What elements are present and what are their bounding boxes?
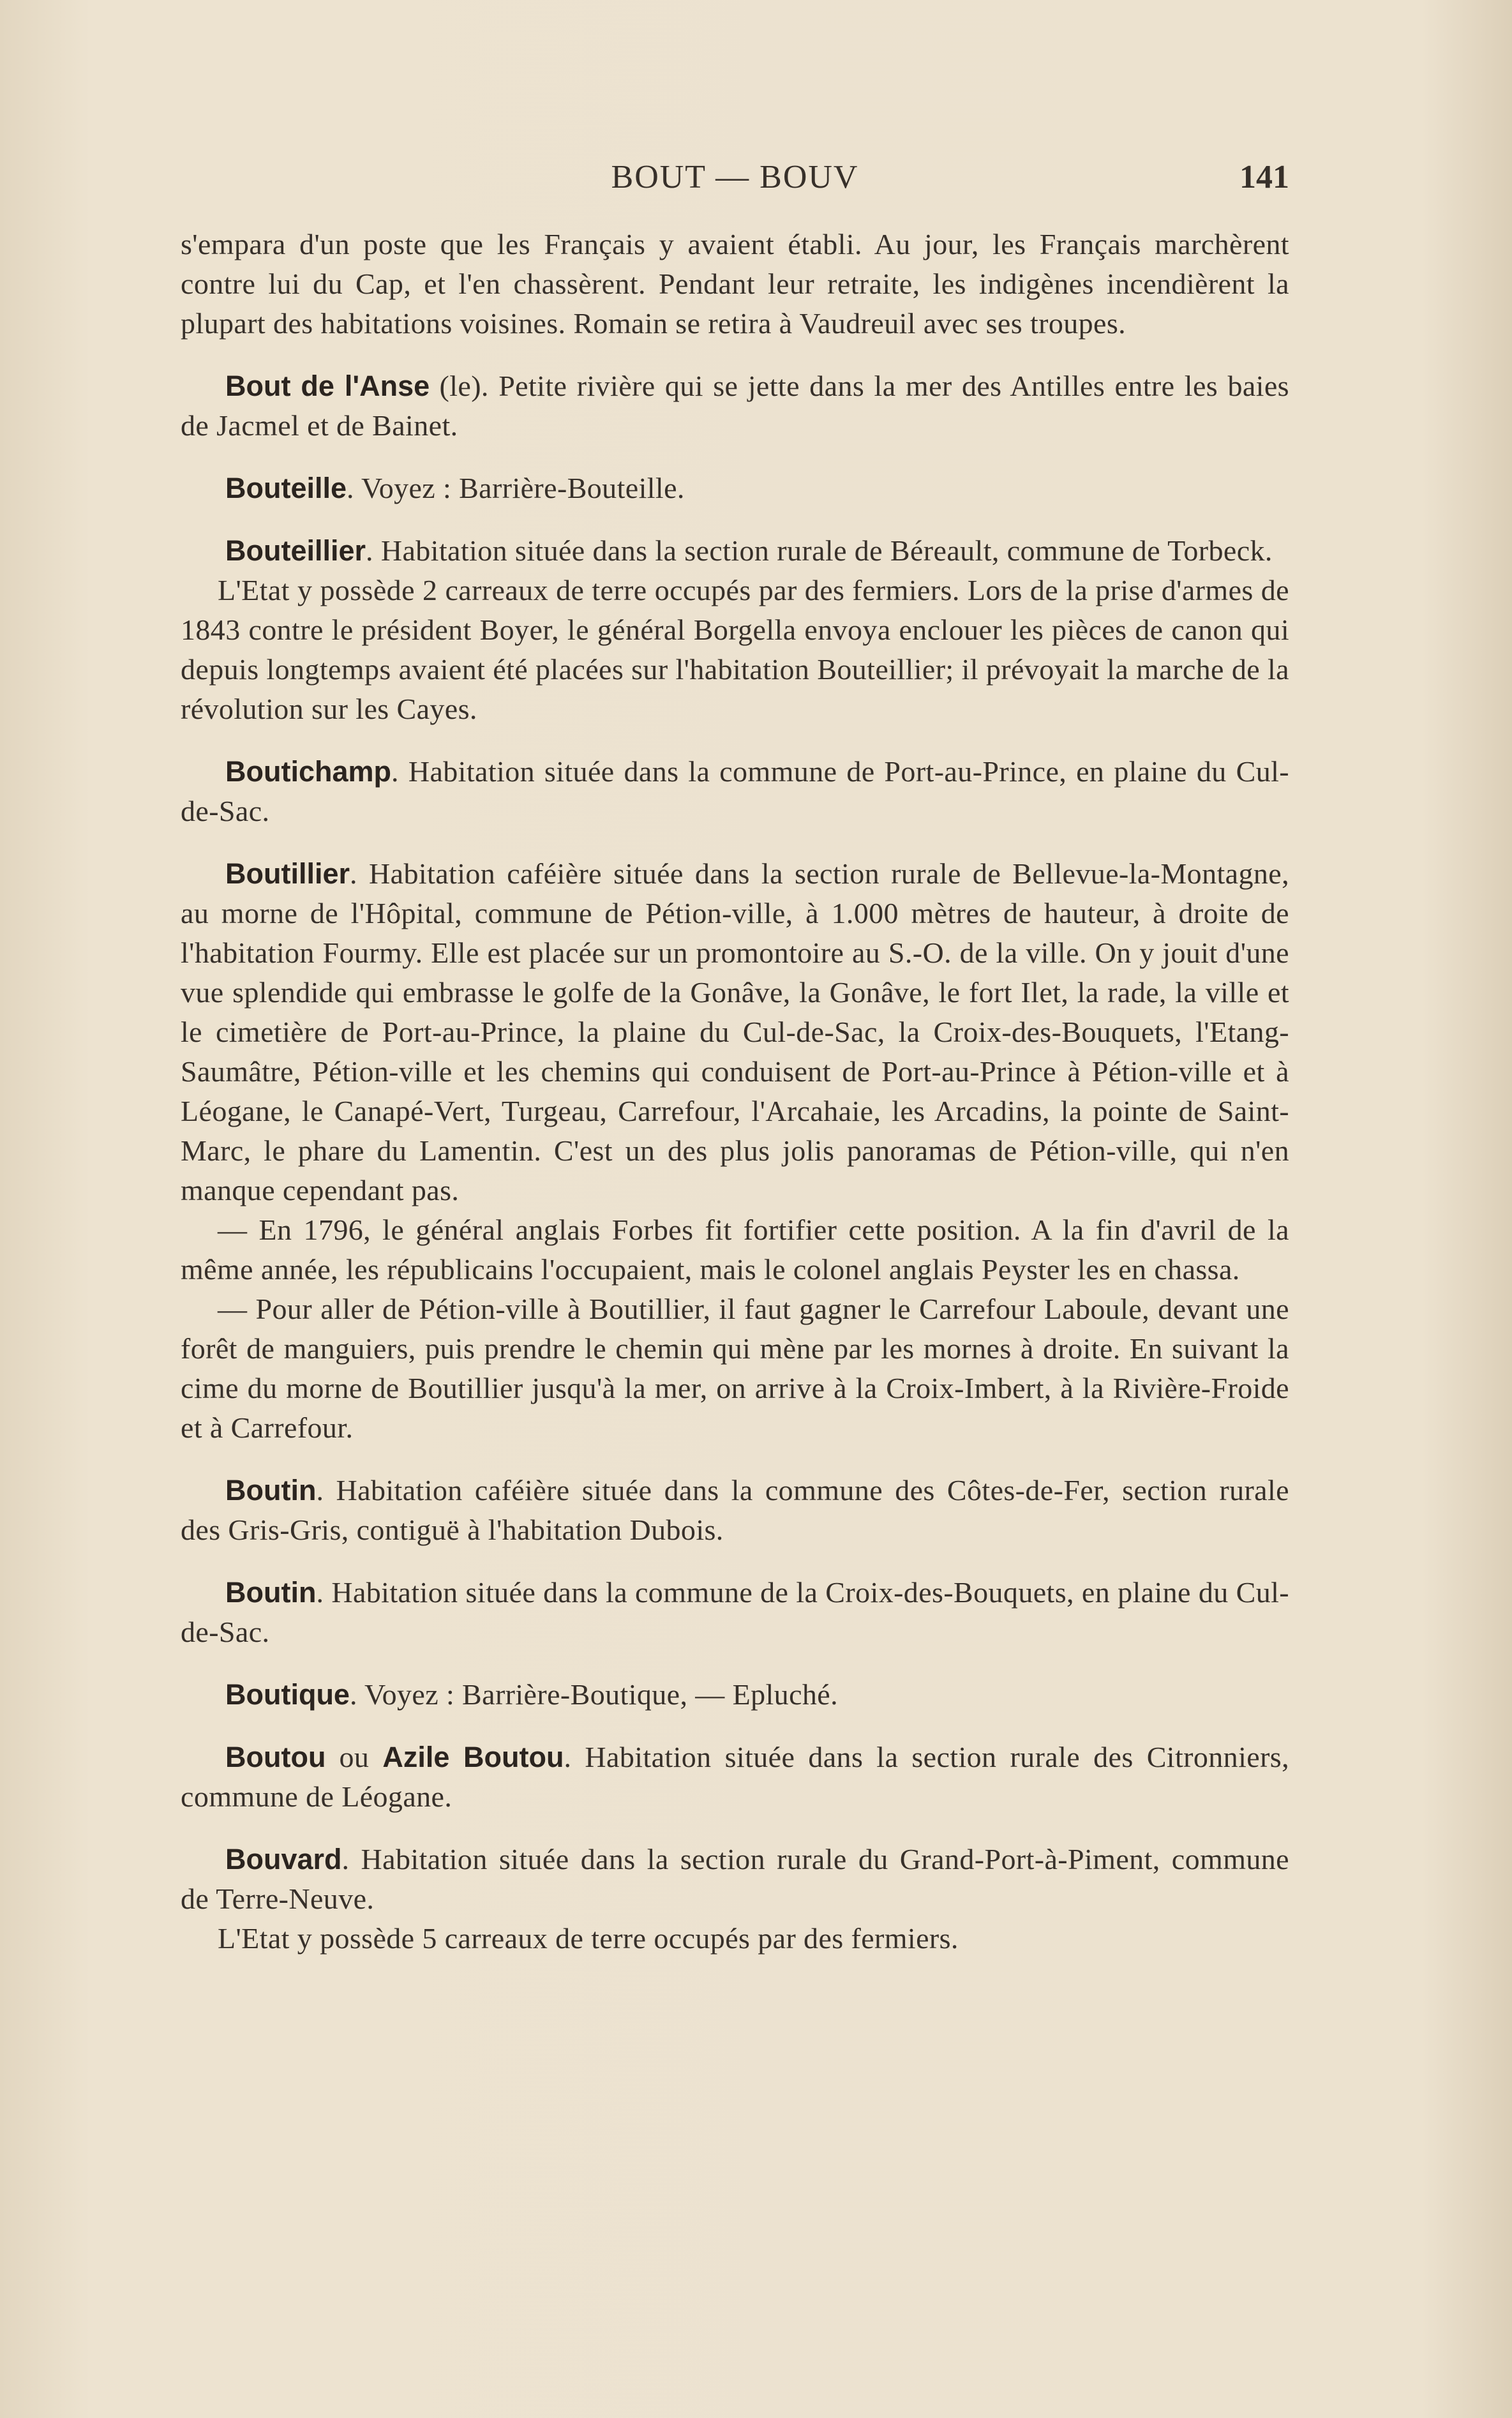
entry-headword: Boutique	[225, 1678, 350, 1711]
entry-boutin-1	[181, 1471, 1289, 1550]
entry-text: . Habitation caféière située dans la section rurale de Bellevue-la-Montagne, au morne de l'Hôpital, commune de Pétion-ville, à 1.000 mètres de hauteur, à droite de l'habitation Fourmy. Elle est placée sur un promontoire au S.-O. de la ville. On y jouit d'une vue splendide qui embrasse le golfe de la Gonâve, la Gonâve, le fort Ilet, la rade, la ville et le cimetière de Port-au-Prince, la plaine du Cul-de-Sac, la Croix-des-Bouquets, l'Etang-Saumâtre, Pétion-ville et les chemins qui conduisent de Port-au-Prince à Pétion-ville et à Léogane, le Canapé-Vert, Turgeau, Carrefour, l'Arcahaie, les Arcadins, la pointe de Saint-Marc, le phare du Lamentin. C'est un des plus jolis panoramas de Pétion-ville, qui n'en manque cependant pas.	[181, 857, 1289, 1206]
entry-headword: Boutin	[225, 1474, 317, 1506]
entry-text: (le). Petite rivière qui se jette dans la mer des Antilles entre les baies de Jacmel et de Bainet.	[181, 370, 1289, 442]
running-header	[181, 158, 1289, 203]
entry-headword: Boutillier	[225, 857, 350, 890]
entry-headword: Bouvard	[225, 1843, 342, 1875]
entry-text: . Voyez : Barrière-Boutique, — Epluché.	[349, 1678, 839, 1711]
entry-text: . Habitation située dans la section rurale du Grand-Port-à-Piment, commune de Terre-Neuve.	[181, 1843, 1289, 1915]
entry-text: . Habitation caféière située dans la commune des Côtes-de-Fer, section rurale des Gris-Gris, contiguë à l'habitation Dubois.	[181, 1474, 1289, 1546]
entry-text: . Habitation située dans la section rurale des Citronniers, commune de Léogane.	[181, 1741, 1289, 1813]
entry-headword: Boutichamp	[225, 755, 392, 788]
entry-boutique	[181, 1675, 1289, 1715]
entry-text: . Habitation située dans la section rurale de Béreault, commune de Torbeck.	[366, 534, 1273, 567]
entry-bouvard	[181, 1840, 1289, 1919]
entry-headword: Bout de l'Anse	[225, 370, 430, 402]
entry-paragraph: — En 1796, le général anglais Forbes fit fortifier cette position. A la fin d'avril de la même année, les républicains l'occupaient, mais le colonel anglais Peyster les en chassa.	[181, 1213, 1289, 1286]
entry-boutou	[181, 1738, 1289, 1817]
entry-headword: Boutou	[225, 1741, 326, 1773]
entry-headword: Bouteille	[225, 472, 347, 504]
entry-headword-alt: Azile Boutou	[382, 1741, 564, 1773]
entry-boutin-2	[181, 1573, 1289, 1652]
page-number: 141	[1239, 159, 1289, 195]
entry-text: . Voyez : Barrière-Bouteille.	[347, 472, 685, 504]
entry-text: . Habitation située dans la commune de Port-au-Prince, en plaine du Cul-de-Sac.	[181, 755, 1289, 827]
entry-bouteille	[181, 469, 1289, 508]
entry-text: . Habitation située dans la commune de la Croix-des-Bouquets, en plaine du Cul-de-Sac.	[181, 1576, 1289, 1648]
header-title: BOUT — BOUV	[611, 159, 859, 195]
entry-bout-de-lanse	[181, 366, 1289, 446]
continued-paragraph: s'empara d'un poste que les Français y avaient établi. Au jour, les Français marchèrent contre lui du Cap, et l'en chassèrent. Pendant leur retraite, les indigènes incendièrent la plupart des habitations voisines. Romain se retira à Vaudreuil avec ses troupes.	[181, 228, 1289, 340]
entry-boutillier	[181, 854, 1289, 1210]
entry-headword: Boutin	[225, 1576, 317, 1609]
entry-boutichamp	[181, 752, 1289, 831]
entry-connector: ou	[326, 1741, 383, 1773]
entry-paragraph: L'Etat y possède 5 carreaux de terre occupés par des fermiers.	[218, 1922, 959, 1955]
entry-headword: Bouteillier	[225, 534, 366, 567]
entry-paragraph: L'Etat y possède 2 carreaux de terre occupés par des fermiers. Lors de la prise d'armes de 1843 contre le président Boyer, le général Borgella envoya enclouer les pièces de canon qui depuis longtemps avaient été placées sur l'habitation Bouteillier; il prévoyait la marche de la révolution sur les Cayes.	[181, 574, 1289, 725]
dictionary-body	[181, 225, 1289, 1958]
entry-paragraph: — Pour aller de Pétion-ville à Boutillier, il faut gagner le Carrefour Laboule, devant une forêt de manguiers, puis prendre le chemin qui mène par les mornes à droite. En suivant la cime du morne de Boutillier jusqu'à la mer, on arrive à la Croix-Imbert, à la Rivière-Froide et à Carrefour.	[181, 1293, 1289, 1444]
entry-bouteillier	[181, 531, 1289, 571]
